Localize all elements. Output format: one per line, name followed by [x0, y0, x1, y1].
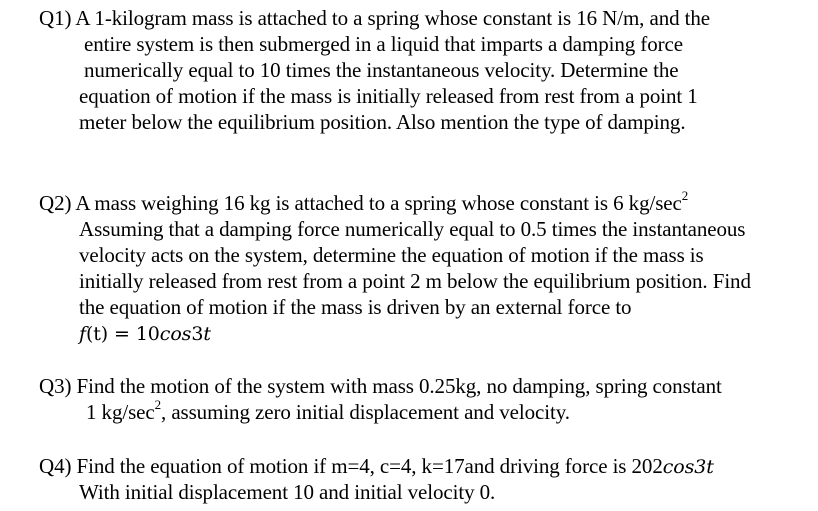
- q4-line-2: With initial displacement 10 and initial velocity 0.: [79, 480, 496, 504]
- q2-text-1: A mass weighing 16 kg is attached to a spring whose constant is 6 kg/sec: [75, 191, 682, 215]
- q3-text-2a: 1 kg/sec: [86, 400, 155, 424]
- q3-line-2: [86, 399, 570, 425]
- q1-text-1: A 1-kilogram mass is attached to a spring whose constant is 16 N/m, and the: [75, 6, 711, 30]
- q2-line-5: the equation of motion if the mass is driven by an external force to: [79, 295, 632, 319]
- q2-line-2: Assuming that a damping force numerically equal to 0.5 times the instantaneous: [79, 217, 746, 241]
- q3-text-2b: , assuming zero initial displacement and velocity.: [161, 400, 570, 424]
- q3-text-1: Find the motion of the system with mass 0.25kg, no damping, spring constant: [76, 374, 722, 398]
- q1-line-1: [39, 5, 710, 31]
- formula-cos: cos: [159, 323, 192, 345]
- q3-superscript: 2: [154, 397, 162, 412]
- q2-line-3: velocity acts on the system, determine the equation of motion if the mass is: [79, 243, 704, 267]
- q4-math-cos3t: cos3t: [662, 456, 714, 478]
- formula-function: f: [79, 323, 86, 345]
- q1-label: Q1): [39, 6, 72, 30]
- q2-superscript: 2: [681, 188, 689, 203]
- q3-label: Q3): [39, 374, 72, 398]
- formula-coefficient: 10: [135, 323, 160, 345]
- q2-formula: [79, 321, 211, 347]
- formula-equals: =: [108, 323, 136, 345]
- q1-line-4: equation of motion if the mass is initially released from rest from a point 1: [79, 84, 698, 108]
- q2-line-1: [39, 190, 688, 216]
- q2-line-4: initially released from rest from a point 2 m below the equilibrium position. Find: [79, 269, 751, 293]
- q3-line-1: [39, 373, 722, 399]
- q1-line-2: entire system is then submerged in a liquid that imparts a damping force: [84, 32, 683, 56]
- q1-line-5: meter below the equilibrium position. Also mention the type of damping.: [79, 110, 686, 134]
- q2-label: Q2): [39, 191, 72, 215]
- q4-label: Q4): [39, 454, 72, 478]
- formula-argument: (t): [85, 323, 109, 345]
- q1-line-3: numerically equal to 10 times the instantaneous velocity. Determine the: [84, 58, 679, 82]
- q4-text-1: Find the equation of motion if m=4, c=4, k=17and driving force is 202: [76, 454, 663, 478]
- formula-three: 3: [191, 323, 204, 345]
- q4-line-1: [39, 453, 714, 480]
- formula-t: t: [203, 323, 211, 345]
